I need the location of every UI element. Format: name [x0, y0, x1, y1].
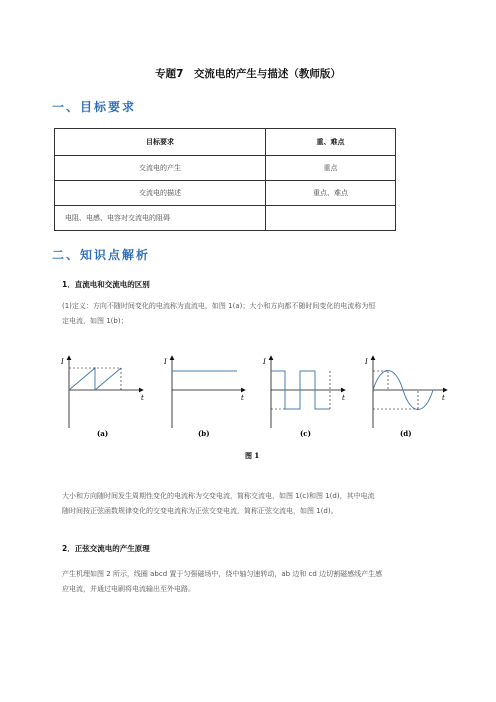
graph-d — [364, 356, 447, 428]
graph-a — [60, 356, 144, 428]
axis-label-i: I — [164, 358, 167, 366]
table-header-row — [55, 129, 396, 156]
paragraph-line: (1)定义：方向不随时间变化的电流称为直流电，如图 1(a)；大小和方向都不随时间变化的电流称为恒 — [62, 302, 376, 310]
paragraph-line: 随时间按正弦函数规律变化的交变电流称为正弦交变电流，简称正弦交流电，如图 1(d)。 — [62, 507, 338, 515]
paragraph-line: 应电流，并通过电刷将电流输出至外电路。 — [62, 585, 195, 593]
paragraph-line: 产生机理如图 2 所示，线圈 abcd 置于匀强磁场中，绕中轴匀速转动，ab 边和 cd 边切割磁感线产生感 — [62, 570, 383, 578]
paragraph-mechanism — [62, 567, 447, 597]
axis-label-t: t — [241, 394, 244, 402]
table-row — [55, 181, 396, 206]
paragraph-line: 大小和方向随时间发生周期性变化的电流称为交变电流，简称交流电，如图 1(c)和图 1(d)，其中电流 — [62, 492, 375, 500]
subcaption-a: (a) — [97, 429, 109, 438]
table-row — [55, 156, 396, 181]
table-cell: 交流电的产生 — [55, 156, 266, 181]
table-header-difficulty: 重、难点 — [266, 129, 396, 156]
graph-b — [163, 356, 245, 428]
figure-caption: 图 1 — [245, 451, 260, 460]
paragraph-line: 定电流，如图 1(b)； — [62, 317, 128, 325]
table-cell: 重点、难点 — [266, 181, 396, 206]
axis-label-i: I — [263, 358, 266, 366]
curve-a — [69, 368, 121, 390]
table-cell — [266, 206, 396, 231]
goals-table — [54, 128, 396, 231]
table-cell: 电阻、电感、电容对交流电的阻碍 — [55, 206, 266, 231]
axis-label-t: t — [342, 394, 345, 402]
axis-label-t: t — [141, 394, 144, 402]
subheading-dc-ac: 1．直流电和交流电的区别 — [62, 280, 150, 289]
table-header-goal: 目标要求 — [55, 129, 266, 156]
section-heading-knowledge: 二、知识点解析 — [52, 248, 151, 262]
table-cell: 交流电的描述 — [55, 181, 266, 206]
axis-label-i: I — [365, 358, 368, 366]
axis-label-t: t — [442, 394, 445, 402]
section-heading-goals: 一、目标要求 — [52, 100, 137, 114]
subheading-sine-principle: 2．正弦交流电的产生原理 — [62, 544, 150, 553]
subcaption-c: (c) — [300, 429, 311, 438]
page-title: 专题7 交流电的产生与描述（教师版） — [155, 68, 341, 80]
table-cell: 重点 — [266, 156, 396, 181]
paragraph-alternating — [62, 489, 447, 519]
subcaption-b: (b) — [198, 429, 210, 438]
table-row — [55, 206, 396, 231]
graph-c — [262, 356, 345, 428]
axis-label-i: I — [61, 358, 64, 366]
paragraph-definition — [62, 299, 442, 329]
figure-1 — [55, 350, 455, 465]
subcaption-d: (d) — [400, 429, 412, 438]
